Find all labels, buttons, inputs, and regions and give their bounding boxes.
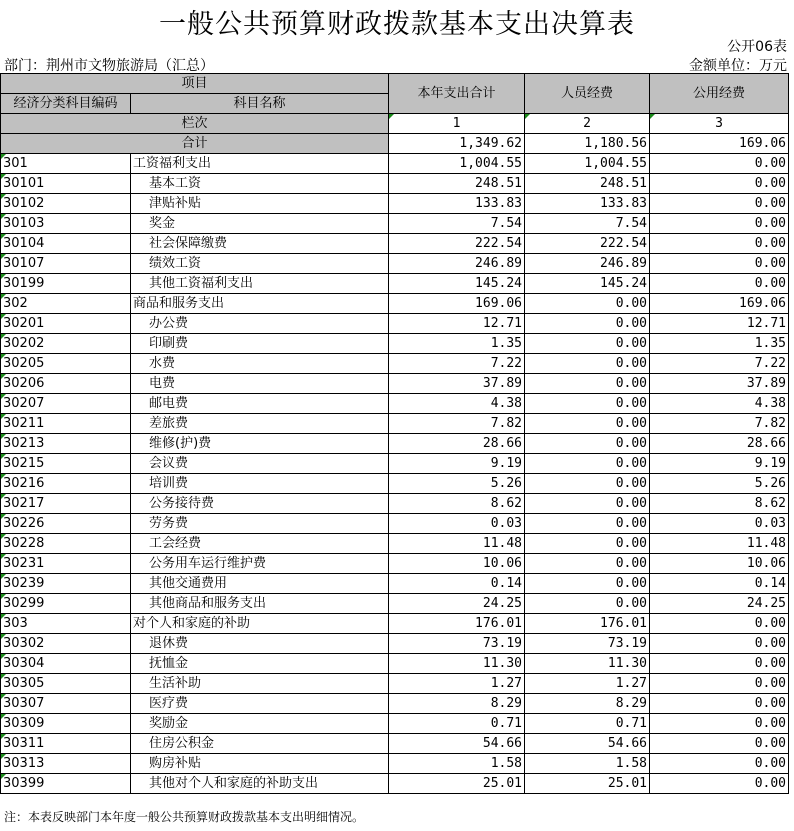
row-name: 绩效工资 [131, 254, 389, 274]
row-name: 对个人和家庭的补助 [131, 614, 389, 634]
row-public: 0.03 [650, 514, 789, 534]
table-row [1, 734, 789, 754]
row-code: 30211 [1, 414, 131, 434]
row-total: 145.24 [389, 274, 525, 294]
row-total: 8.29 [389, 694, 525, 714]
row-code: 30101 [1, 174, 131, 194]
row-code: 30205 [1, 354, 131, 374]
row-personnel: 0.00 [525, 454, 650, 474]
row-total: 25.01 [389, 774, 525, 794]
row-name: 购房补贴 [131, 754, 389, 774]
row-public: 0.00 [650, 234, 789, 254]
row-public: 0.00 [650, 214, 789, 234]
row-public: 0.00 [650, 274, 789, 294]
header-public: 公用经费 [650, 74, 789, 114]
row-name: 邮电费 [131, 394, 389, 414]
row-name: 维修(护)费 [131, 434, 389, 454]
row-total: 1.58 [389, 754, 525, 774]
row-code: 30207 [1, 394, 131, 414]
row-code: 30239 [1, 574, 131, 594]
table-row [1, 754, 789, 774]
row-name: 奖励金 [131, 714, 389, 734]
table-row [1, 634, 789, 654]
row-code: 30102 [1, 194, 131, 214]
table-row [1, 214, 789, 234]
table-row [1, 394, 789, 414]
table-row [1, 514, 789, 534]
row-name: 商品和服务支出 [131, 294, 389, 314]
table-row [1, 574, 789, 594]
table-row [1, 414, 789, 434]
row-name: 电费 [131, 374, 389, 394]
row-public: 8.62 [650, 494, 789, 514]
row-total: 73.19 [389, 634, 525, 654]
row-name: 社会保障缴费 [131, 234, 389, 254]
row-name: 公务用车运行维护费 [131, 554, 389, 574]
row-name: 培训费 [131, 474, 389, 494]
table-row [1, 674, 789, 694]
row-total: 9.19 [389, 454, 525, 474]
row-personnel: 11.30 [525, 654, 650, 674]
column-index-label: 栏次 [1, 114, 389, 134]
row-public: 0.00 [650, 194, 789, 214]
row-public: 0.00 [650, 734, 789, 754]
column-index-3: 3 [650, 114, 789, 134]
row-personnel: 0.00 [525, 494, 650, 514]
table-row [1, 314, 789, 334]
row-total: 4.38 [389, 394, 525, 414]
row-name: 公务接待费 [131, 494, 389, 514]
column-index-2: 2 [525, 114, 650, 134]
row-name: 会议费 [131, 454, 389, 474]
row-public: 7.82 [650, 414, 789, 434]
row-personnel: 0.00 [525, 594, 650, 614]
row-personnel: 246.89 [525, 254, 650, 274]
table-row [1, 154, 789, 174]
row-total: 176.01 [389, 614, 525, 634]
row-personnel: 176.01 [525, 614, 650, 634]
sum-personnel: 1,180.56 [525, 134, 650, 154]
row-total: 54.66 [389, 734, 525, 754]
row-total: 7.22 [389, 354, 525, 374]
table-row [1, 474, 789, 494]
row-name: 工资福利支出 [131, 154, 389, 174]
table-row [1, 494, 789, 514]
row-code: 30202 [1, 334, 131, 354]
row-name: 奖金 [131, 214, 389, 234]
row-total: 1.27 [389, 674, 525, 694]
row-public: 0.00 [650, 694, 789, 714]
table-row [1, 454, 789, 474]
row-total: 0.03 [389, 514, 525, 534]
row-public: 28.66 [650, 434, 789, 454]
row-personnel: 145.24 [525, 274, 650, 294]
row-code: 30213 [1, 434, 131, 454]
row-public: 0.00 [650, 774, 789, 794]
row-personnel: 0.00 [525, 394, 650, 414]
row-personnel: 1.58 [525, 754, 650, 774]
row-public: 0.00 [650, 254, 789, 274]
page-title: 一般公共预算财政拨款基本支出决算表 [159, 9, 635, 40]
table-row [1, 554, 789, 574]
row-code: 301 [1, 154, 131, 174]
row-total: 28.66 [389, 434, 525, 454]
row-public: 0.00 [650, 754, 789, 774]
row-code: 30311 [1, 734, 131, 754]
table-row [1, 374, 789, 394]
row-personnel: 0.00 [525, 294, 650, 314]
row-code: 30199 [1, 274, 131, 294]
table-row [1, 334, 789, 354]
table-row [1, 174, 789, 194]
row-personnel: 0.00 [525, 374, 650, 394]
row-public: 0.00 [650, 654, 789, 674]
row-public: 37.89 [650, 374, 789, 394]
row-code: 30399 [1, 774, 131, 794]
row-code: 30201 [1, 314, 131, 334]
row-total: 37.89 [389, 374, 525, 394]
row-total: 1,004.55 [389, 154, 525, 174]
table-row [1, 234, 789, 254]
table-row [1, 434, 789, 454]
unit-label: 金额单位：万元 [689, 58, 787, 74]
table-row [1, 294, 789, 314]
row-total: 10.06 [389, 554, 525, 574]
row-name: 印刷费 [131, 334, 389, 354]
row-total: 0.14 [389, 574, 525, 594]
row-public: 0.00 [650, 634, 789, 654]
row-personnel: 1.27 [525, 674, 650, 694]
row-personnel: 0.00 [525, 354, 650, 374]
row-personnel: 222.54 [525, 234, 650, 254]
row-code: 30302 [1, 634, 131, 654]
row-public: 0.00 [650, 154, 789, 174]
row-total: 7.54 [389, 214, 525, 234]
row-public: 0.00 [650, 614, 789, 634]
row-total: 169.06 [389, 294, 525, 314]
column-index-1: 1 [389, 114, 525, 134]
row-personnel: 0.00 [525, 474, 650, 494]
row-personnel: 133.83 [525, 194, 650, 214]
sum-public: 169.06 [650, 134, 789, 154]
row-code: 30304 [1, 654, 131, 674]
row-public: 0.14 [650, 574, 789, 594]
sum-total: 1,349.62 [389, 134, 525, 154]
table-row [1, 594, 789, 614]
row-code: 30206 [1, 374, 131, 394]
table-row [1, 654, 789, 674]
row-personnel: 0.00 [525, 434, 650, 454]
row-public: 0.00 [650, 174, 789, 194]
department-label: 部门：荆州市文物旅游局（汇总） [4, 58, 214, 74]
header-project: 项目 [1, 74, 389, 94]
row-public: 169.06 [650, 294, 789, 314]
row-personnel: 0.00 [525, 534, 650, 554]
row-total: 8.62 [389, 494, 525, 514]
table-row [1, 254, 789, 274]
row-name: 其他交通费用 [131, 574, 389, 594]
table-row [1, 774, 789, 794]
row-public: 11.48 [650, 534, 789, 554]
expenditure-table [0, 73, 789, 794]
row-name: 其他对个人和家庭的补助支出 [131, 774, 389, 794]
row-code: 30309 [1, 714, 131, 734]
row-name: 生活补助 [131, 674, 389, 694]
row-personnel: 0.71 [525, 714, 650, 734]
header-code: 经济分类科目编码 [1, 94, 131, 114]
row-code: 30103 [1, 214, 131, 234]
row-public: 9.19 [650, 454, 789, 474]
row-public: 0.00 [650, 714, 789, 734]
row-public: 10.06 [650, 554, 789, 574]
row-code: 303 [1, 614, 131, 634]
row-total: 0.71 [389, 714, 525, 734]
row-code: 30104 [1, 234, 131, 254]
row-total: 11.48 [389, 534, 525, 554]
row-public: 4.38 [650, 394, 789, 414]
row-personnel: 0.00 [525, 334, 650, 354]
row-name: 劳务费 [131, 514, 389, 534]
row-name: 水费 [131, 354, 389, 374]
row-name: 其他商品和服务支出 [131, 594, 389, 614]
row-personnel: 7.54 [525, 214, 650, 234]
header-personnel: 人员经费 [525, 74, 650, 114]
row-public: 5.26 [650, 474, 789, 494]
row-total: 5.26 [389, 474, 525, 494]
row-personnel: 54.66 [525, 734, 650, 754]
row-name: 住房公积金 [131, 734, 389, 754]
row-code: 30307 [1, 694, 131, 714]
row-personnel: 0.00 [525, 314, 650, 334]
row-code: 30231 [1, 554, 131, 574]
row-public: 7.22 [650, 354, 789, 374]
row-code: 30299 [1, 594, 131, 614]
table-row [1, 614, 789, 634]
row-personnel: 248.51 [525, 174, 650, 194]
header-name: 科目名称 [131, 94, 389, 114]
row-personnel: 1,004.55 [525, 154, 650, 174]
table-row [1, 714, 789, 734]
row-total: 12.71 [389, 314, 525, 334]
row-total: 24.25 [389, 594, 525, 614]
row-name: 基本工资 [131, 174, 389, 194]
row-code: 30226 [1, 514, 131, 534]
row-code: 30107 [1, 254, 131, 274]
table-row [1, 194, 789, 214]
table-row [1, 354, 789, 374]
row-name: 抚恤金 [131, 654, 389, 674]
row-name: 办公费 [131, 314, 389, 334]
row-total: 248.51 [389, 174, 525, 194]
row-code: 30313 [1, 754, 131, 774]
row-name: 工会经费 [131, 534, 389, 554]
row-code: 30215 [1, 454, 131, 474]
row-personnel: 25.01 [525, 774, 650, 794]
row-name: 医疗费 [131, 694, 389, 714]
row-personnel: 73.19 [525, 634, 650, 654]
sum-label: 合计 [1, 134, 389, 154]
row-personnel: 8.29 [525, 694, 650, 714]
row-code: 30217 [1, 494, 131, 514]
row-total: 133.83 [389, 194, 525, 214]
row-code: 302 [1, 294, 131, 314]
row-personnel: 0.00 [525, 514, 650, 534]
row-name: 其他工资福利支出 [131, 274, 389, 294]
row-total: 222.54 [389, 234, 525, 254]
footnote: 注：本表反映部门本年度一般公共预算财政拨款基本支出明细情况。 [4, 810, 365, 824]
row-public: 24.25 [650, 594, 789, 614]
row-name: 差旅费 [131, 414, 389, 434]
row-total: 11.30 [389, 654, 525, 674]
table-row [1, 694, 789, 714]
row-code: 30216 [1, 474, 131, 494]
row-total: 7.82 [389, 414, 525, 434]
row-personnel: 0.00 [525, 414, 650, 434]
row-name: 津贴补贴 [131, 194, 389, 214]
row-code: 30228 [1, 534, 131, 554]
table-row [1, 534, 789, 554]
form-number: 公开06表 [727, 39, 787, 55]
row-public: 12.71 [650, 314, 789, 334]
row-public: 1.35 [650, 334, 789, 354]
header-total: 本年支出合计 [389, 74, 525, 114]
row-personnel: 0.00 [525, 574, 650, 594]
row-total: 246.89 [389, 254, 525, 274]
row-personnel: 0.00 [525, 554, 650, 574]
row-code: 30305 [1, 674, 131, 694]
table-row [1, 274, 789, 294]
row-total: 1.35 [389, 334, 525, 354]
row-name: 退休费 [131, 634, 389, 654]
row-public: 0.00 [650, 674, 789, 694]
